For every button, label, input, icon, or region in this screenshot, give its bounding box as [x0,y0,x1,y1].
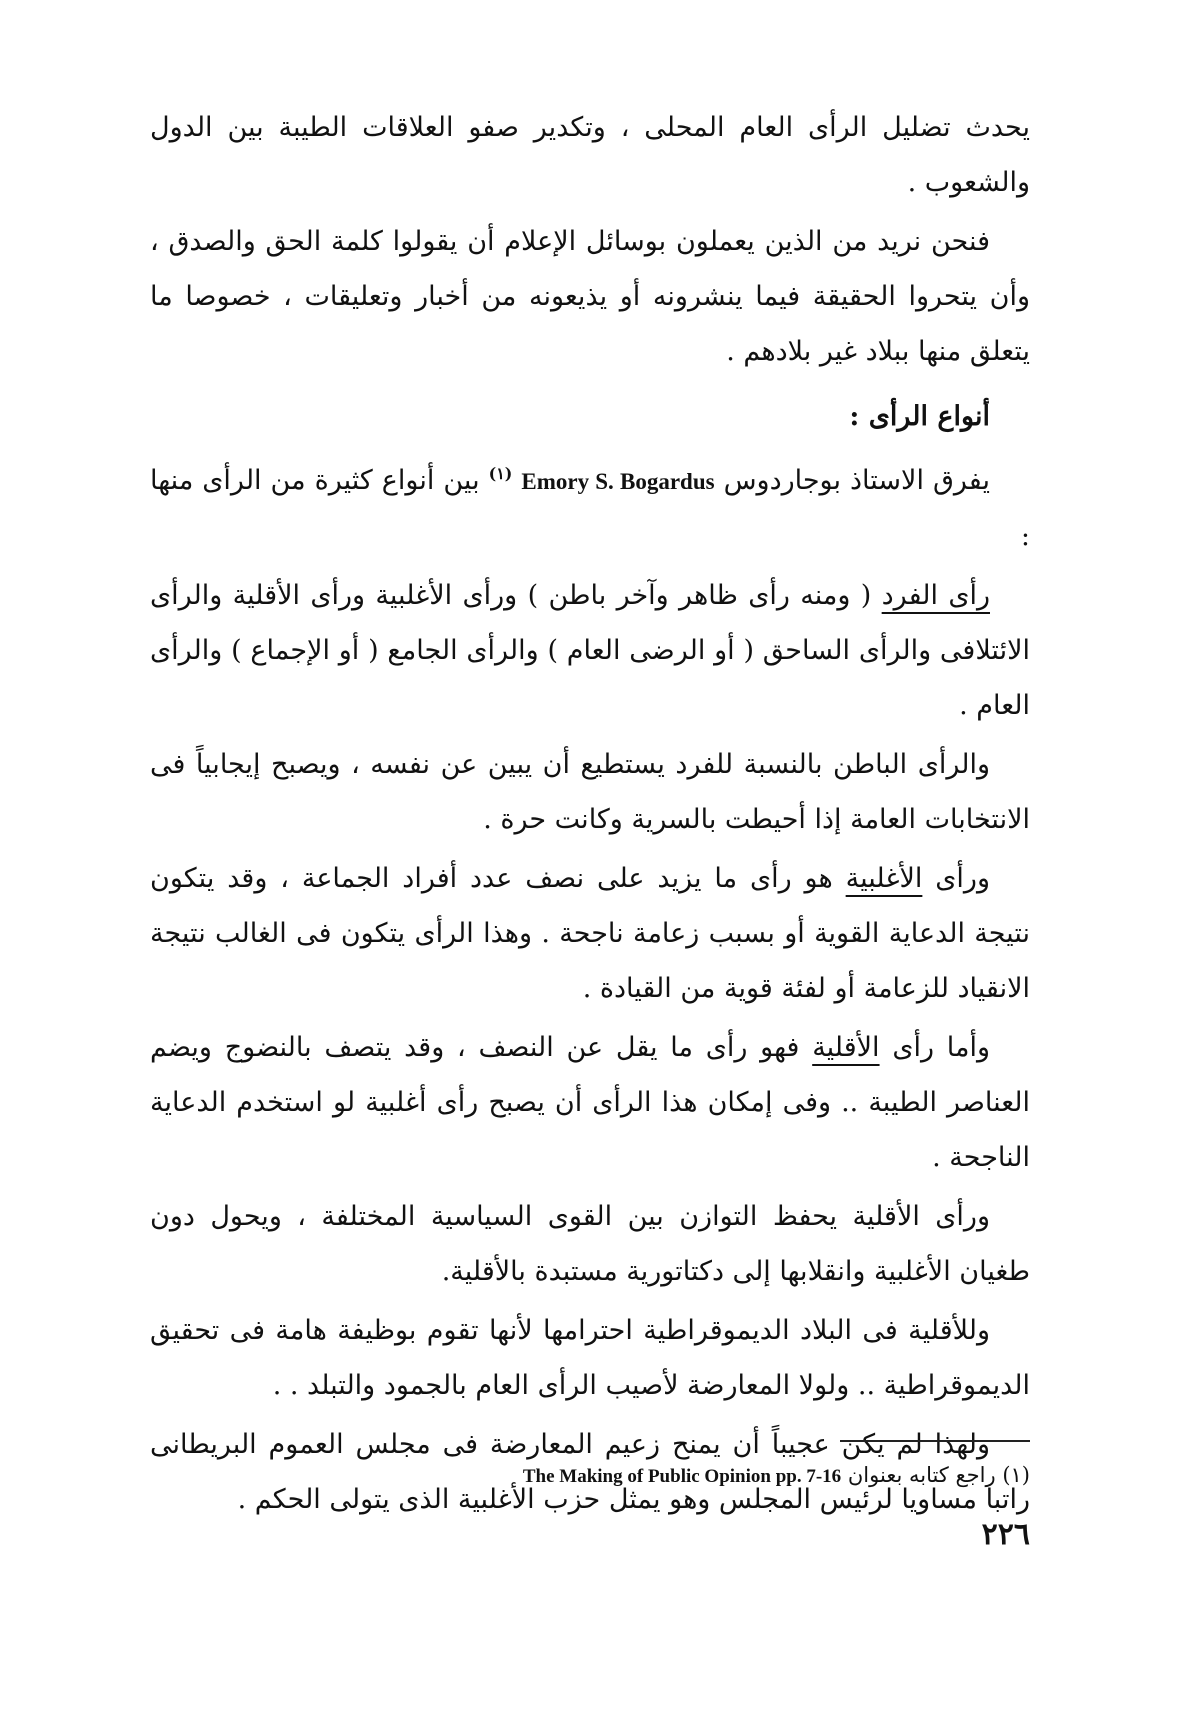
underlined-term: الأغلبية [845,863,923,894]
paragraph [150,1303,1030,1413]
paragraph-text: ( ومنه رأى ظاهر وآخر باطن ) ورأى الأغلبية ورأى الأقلية والرأى الائتلافى والرأى الساحق ( أو الرضى العام ) والرأى الجامع ( أو الإجماع ) والرأى العام . [150,580,1030,721]
page-number: ٢٢٦ [981,1517,1030,1552]
paragraph-text: والرأى الباطن بالنسبة للفرد يستطيع أن يبين عن نفسه ، ويصبح إيجابياً فى الانتخابات العامة إذا أحيطت بالسرية وكانت حرة . [150,749,1030,835]
paragraph-text: ورأى الأقلية يحفظ التوازن بين القوى السياسية المختلفة ، ويحول دون طغيان الأغلبية وانقلابها إلى دكتاتورية مستبدة بالأقلية. [150,1201,1030,1287]
paragraph [150,214,1030,379]
paragraph-text: ولهذا لم يكن عجيباً أن يمنح زعيم المعارضة فى مجلس العموم البريطانى راتبا مساويا لرئيس المجلس وهو يمثل حزب الأغلبية الذى يتولى الحكم . [150,1429,1030,1515]
paragraph-text: وأما رأى [892,1032,990,1063]
paragraph-text: وللأقلية فى البلاد الديموقراطية احترامها لأنها تقوم بوظيفة هامة فى تحقيق الديموقراطية .. ولولا المعارضة لأصيب الرأى العام بالجمود والتبلد . . [150,1315,1030,1401]
footnote [150,1458,1030,1494]
paragraph-text: فنحن نريد من الذين يعملون بوسائل الإعلام أن يقولوا كلمة الحق والصدق ، وأن يتحروا الحقيقة فيما ينشرونه أو يذيعونه من أخبار وتعليقات ، خصوصا ما يتعلق منها ببلاد غير بلادهم . [150,226,1030,367]
footnote-number: (١) [1002,1463,1030,1487]
paragraph-text: بين أنواع كثيرة من الرأى منها : [150,465,1030,552]
paragraph [150,737,1030,847]
footnote-book-title: The Making of Public Opinion pp. 7-16 [522,1466,842,1487]
paragraph [150,568,1030,733]
footnote-text: راجع كتابه بعنوان [847,1463,996,1487]
paragraph-text: هو رأى ما يزيد على نصف عدد أفراد الجماعة ، وقد يتكون نتيجة الدعاية القوية أو بسبب زعامة ناجحة . وهذا الرأى يتكون فى الغالب نتيجة الانقياد للزعامة أو لفئة قوية من القيادة . [150,863,1030,1004]
paragraph [150,1020,1030,1185]
paragraph-text: يفرق الاستاذ بوجاردوس [723,465,990,496]
paragraph [150,446,1030,564]
paragraph-text: ورأى [935,863,990,894]
author-name: Emory S. Bogardus [521,469,715,494]
paragraph [150,100,1030,210]
paragraph-text: فهو رأى ما يقل عن النصف ، وقد يتصف بالنضوج ويضم العناصر الطيبة .. وفى إمكان هذا الرأى أن يصبح رأى أغلبية لو استخدم الدعاية الناجحة . [150,1032,1030,1173]
footnote-reference: (١) [488,464,513,483]
section-heading: أنواع الرأى : [849,401,990,432]
paragraph [150,1189,1030,1299]
underlined-term: الأقلية [812,1032,880,1063]
underlined-term: رأى الفرد [881,580,990,611]
paragraph-text: يحدث تضليل الرأى العام المحلى ، وتكدير صفو العلاقات الطيبة بين الدول والشعوب . [150,112,1030,198]
footnote-divider [840,1440,1030,1442]
body-text [150,100,1030,1531]
paragraph [150,851,1030,1016]
